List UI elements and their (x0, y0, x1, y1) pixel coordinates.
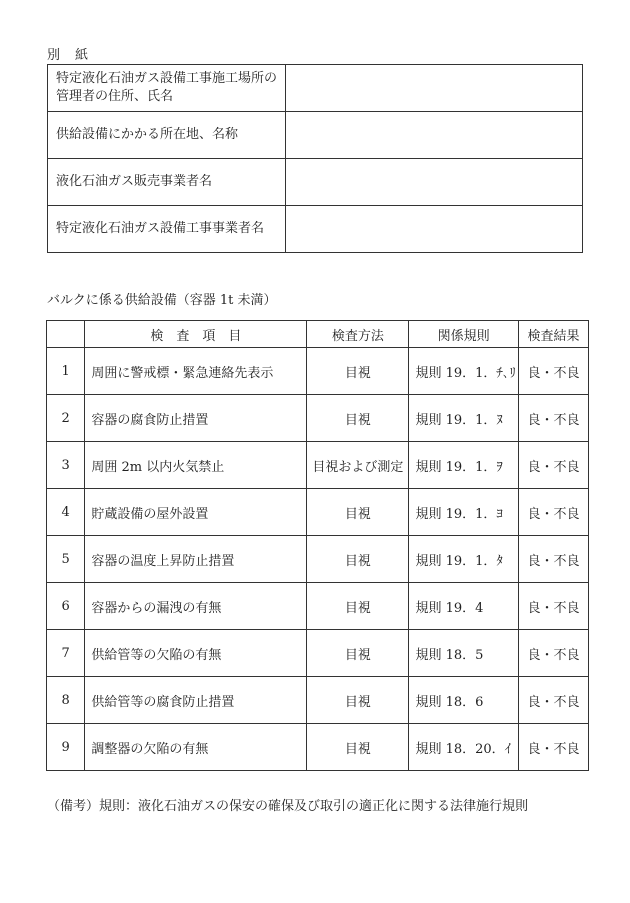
header-item: 検 査 項 目 (85, 321, 307, 348)
row-method: 目視 (307, 489, 409, 536)
row-rule: 規則 18．6 (409, 677, 518, 724)
row-no: 4 (47, 489, 85, 536)
row-no: 7 (47, 630, 85, 677)
info-label: 供給設備にかかる所在地、名称 (48, 112, 286, 159)
row-item: 供給管等の欠陥の有無 (85, 630, 307, 677)
header-no (47, 321, 85, 348)
row-method: 目視 (307, 348, 409, 395)
row-rule: 規則 18．20．ｲ (409, 724, 518, 771)
row-rule: 規則 18．5 (409, 630, 518, 677)
table-row (47, 724, 589, 771)
inspection-table (46, 320, 589, 771)
section-title: バルクに係る供給設備（容器 1t 未満） (47, 293, 277, 308)
row-method: 目視および測定 (307, 442, 409, 489)
row-no: 2 (47, 395, 85, 442)
info-row-contractor (48, 206, 583, 253)
info-row-lpg-dealer (48, 159, 583, 206)
info-label: 液化石油ガス販売事業者名 (48, 159, 286, 206)
appendix-label: 別 紙 (47, 48, 90, 63)
row-no: 9 (47, 724, 85, 771)
row-rule: 規則 19．4 (409, 583, 518, 630)
info-value[interactable] (286, 159, 583, 206)
row-method: 目視 (307, 583, 409, 630)
row-no: 1 (47, 348, 85, 395)
row-rule: 規則 19．1．ｦ (409, 442, 518, 489)
row-method: 目視 (307, 630, 409, 677)
info-label: 特定液化石油ガス設備工事事業者名 (48, 206, 286, 253)
row-result[interactable]: 良・不良 (518, 724, 588, 771)
row-method: 目視 (307, 677, 409, 724)
row-result[interactable]: 良・不良 (518, 677, 588, 724)
table-row (47, 348, 589, 395)
row-method: 目視 (307, 536, 409, 583)
row-result[interactable]: 良・不良 (518, 348, 588, 395)
row-rule: 規則 19．1．ﾀ (409, 536, 518, 583)
row-rule: 規則 19．1．ﾇ (409, 395, 518, 442)
row-rule: 規則 19．1．ﾖ (409, 489, 518, 536)
row-result[interactable]: 良・不良 (518, 630, 588, 677)
row-item: 供給管等の腐食防止措置 (85, 677, 307, 724)
row-item: 容器の腐食防止措置 (85, 395, 307, 442)
row-rule: 規則 19．1．ﾁ､ﾘ (409, 348, 518, 395)
table-row (47, 677, 589, 724)
row-item: 貯蔵設備の屋外設置 (85, 489, 307, 536)
table-row (47, 583, 589, 630)
row-result[interactable]: 良・不良 (518, 583, 588, 630)
row-no: 6 (47, 583, 85, 630)
row-method: 目視 (307, 724, 409, 771)
header-rule: 関係規則 (409, 321, 518, 348)
table-row (47, 395, 589, 442)
info-label: 特定液化石油ガス設備工事施工場所の管理者の住所、氏名 (48, 65, 286, 112)
info-value[interactable] (286, 206, 583, 253)
table-row (47, 630, 589, 677)
header-result: 検査結果 (518, 321, 588, 348)
table-row (47, 489, 589, 536)
row-no: 3 (47, 442, 85, 489)
header-method: 検査方法 (307, 321, 409, 348)
info-table (47, 64, 583, 253)
row-result[interactable]: 良・不良 (518, 536, 588, 583)
row-item: 周囲に警戒標・緊急連絡先表示 (85, 348, 307, 395)
info-value[interactable] (286, 65, 583, 112)
remarks-note: （備考）規則：液化石油ガスの保安の確保及び取引の適正化に関する法律施行規則 (47, 799, 529, 814)
row-result[interactable]: 良・不良 (518, 442, 588, 489)
row-result[interactable]: 良・不良 (518, 489, 588, 536)
row-item: 容器からの漏洩の有無 (85, 583, 307, 630)
row-result[interactable]: 良・不良 (518, 395, 588, 442)
table-row (47, 442, 589, 489)
inspection-header-row (47, 321, 589, 348)
info-row-site-manager (48, 65, 583, 112)
info-row-facility-location (48, 112, 583, 159)
row-item: 調整器の欠陥の有無 (85, 724, 307, 771)
row-item: 容器の温度上昇防止措置 (85, 536, 307, 583)
row-no: 8 (47, 677, 85, 724)
info-value[interactable] (286, 112, 583, 159)
row-item: 周囲 2m 以内火気禁止 (85, 442, 307, 489)
row-method: 目視 (307, 395, 409, 442)
row-no: 5 (47, 536, 85, 583)
table-row (47, 536, 589, 583)
